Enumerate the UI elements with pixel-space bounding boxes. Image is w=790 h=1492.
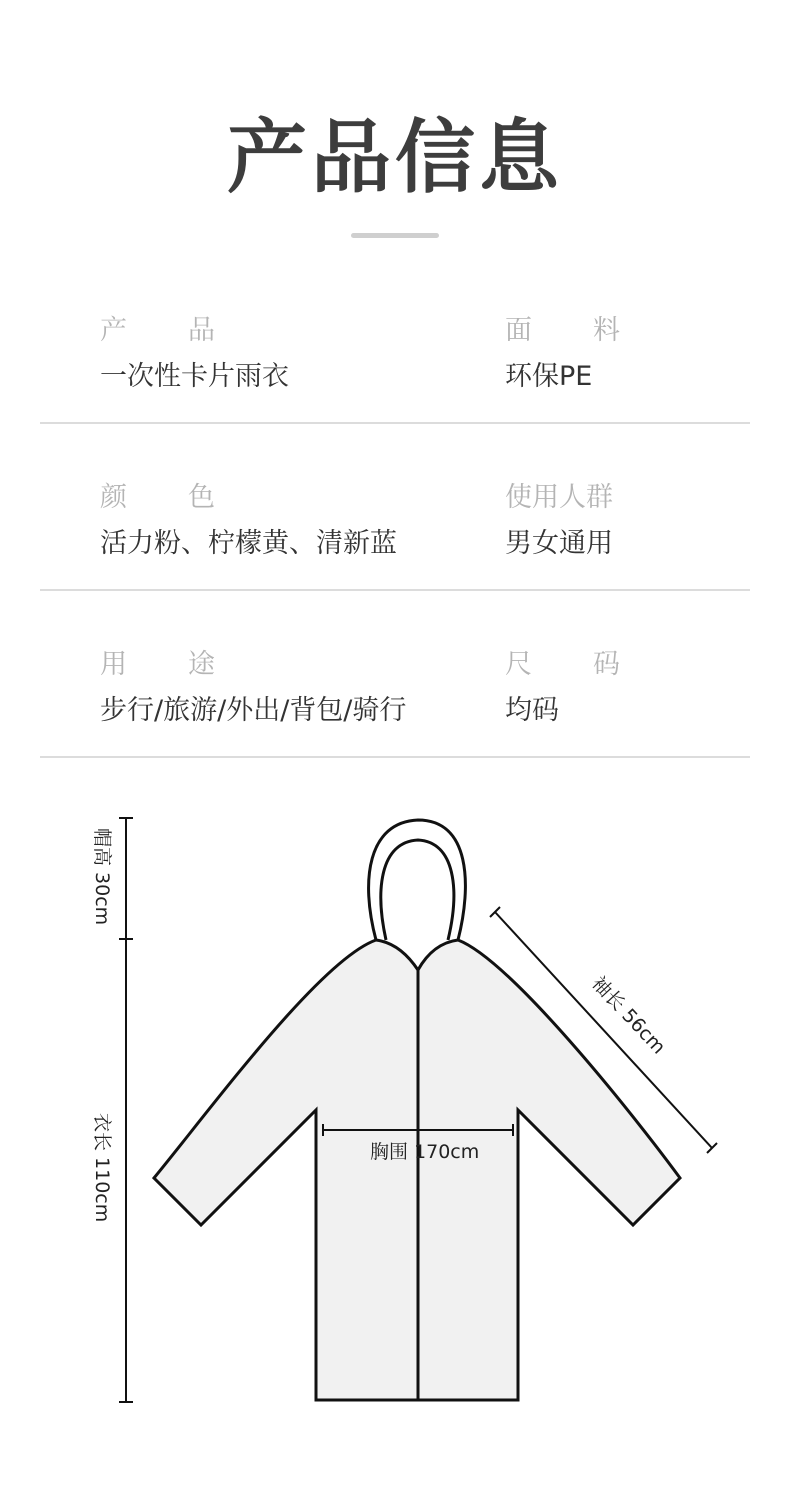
spec-value: 均码 [505, 695, 559, 726]
spec-label [100, 313, 215, 349]
sleeve-length-label: 袖长 56cm [587, 972, 670, 1059]
spec-product [100, 313, 289, 395]
spec-label-char: 品 [188, 315, 215, 346]
spec-usage [100, 647, 407, 729]
raincoat-size-diagram [0, 780, 790, 1460]
spec-value: 步行/旅游/外出/背包/骑行 [100, 695, 407, 726]
spec-value: 一次性卡片雨衣 [100, 361, 289, 392]
title-underline [351, 233, 439, 238]
divider [40, 756, 750, 758]
spec-value: 活力粉、柠檬黄、清新蓝 [100, 528, 397, 559]
spec-size [505, 647, 620, 729]
spec-label-char: 色 [188, 482, 215, 513]
page-title: 产品信息 [227, 111, 563, 204]
spec-material [505, 313, 620, 395]
hood-height-label: 帽高 30cm [91, 828, 113, 926]
spec-label-char: 颜 [100, 482, 127, 513]
spec-label [100, 480, 215, 516]
spec-label-char: 产 [100, 315, 127, 346]
coat-length-label: 衣长 110cm [91, 1113, 113, 1223]
spec-label [505, 313, 620, 349]
spec-users [505, 480, 705, 562]
spec-label-char: 用 [100, 649, 127, 680]
spec-label-char: 码 [593, 649, 620, 680]
spec-label-char: 料 [593, 315, 620, 346]
spec-label-char: 尺 [505, 649, 532, 680]
spec-color [100, 480, 397, 562]
spec-label: 使用人群 [505, 482, 613, 513]
spec-label [505, 647, 620, 683]
divider [40, 422, 750, 424]
spec-value: 男女通用 [505, 528, 613, 559]
chest-label: 胸围 170cm [370, 1141, 480, 1163]
spec-row [0, 313, 790, 433]
spec-row [0, 647, 790, 767]
spec-label-char: 面 [505, 315, 532, 346]
divider [40, 589, 750, 591]
spec-value: 环保PE [505, 361, 593, 392]
spec-label-char: 途 [188, 649, 215, 680]
spec-label [100, 647, 215, 683]
hood-inner-icon [381, 840, 454, 940]
spec-row [0, 480, 790, 600]
